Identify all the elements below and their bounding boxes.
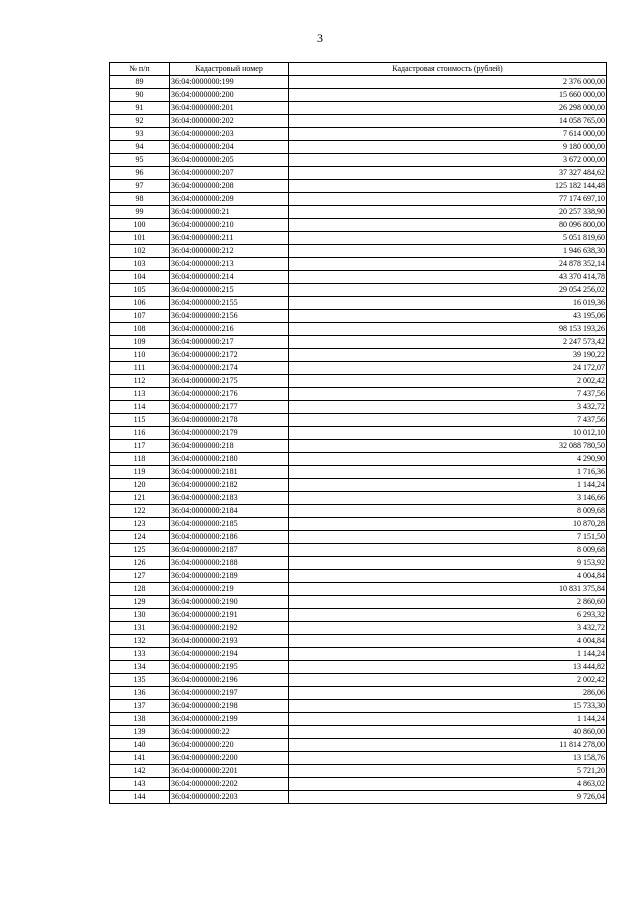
table-row	[110, 570, 607, 583]
table-row	[110, 323, 607, 336]
table-row	[110, 635, 607, 648]
row-number: 142	[110, 765, 170, 778]
table-row	[110, 89, 607, 102]
row-number: 103	[110, 258, 170, 271]
cadastral-number: 36:04:0000000:2172	[170, 349, 289, 362]
row-number: 140	[110, 739, 170, 752]
header-row	[110, 63, 607, 76]
cadastral-value: 9 180 000,00	[289, 141, 607, 154]
table-row	[110, 492, 607, 505]
row-number: 121	[110, 492, 170, 505]
row-number: 107	[110, 310, 170, 323]
cadastral-number: 36:04:0000000:2177	[170, 401, 289, 414]
table-row	[110, 622, 607, 635]
cadastral-number: 36:04:0000000:2198	[170, 700, 289, 713]
table-row	[110, 115, 607, 128]
row-number: 111	[110, 362, 170, 375]
row-number: 130	[110, 609, 170, 622]
table-row	[110, 518, 607, 531]
table-row	[110, 687, 607, 700]
table-row	[110, 778, 607, 791]
cadastral-value: 11 814 278,00	[289, 739, 607, 752]
cadastral-number: 36:04:0000000:210	[170, 219, 289, 232]
table-row	[110, 557, 607, 570]
cadastral-number: 36:04:0000000:2156	[170, 310, 289, 323]
table-row	[110, 284, 607, 297]
cadastral-value: 2 860,60	[289, 596, 607, 609]
cadastral-value: 39 190,22	[289, 349, 607, 362]
row-number: 98	[110, 193, 170, 206]
table-row	[110, 726, 607, 739]
cadastral-number: 36:04:0000000:216	[170, 323, 289, 336]
row-number: 141	[110, 752, 170, 765]
cadastral-value: 26 298 000,00	[289, 102, 607, 115]
cadastral-number: 36:04:0000000:22	[170, 726, 289, 739]
cadastral-number: 36:04:0000000:2203	[170, 791, 289, 804]
table-row	[110, 739, 607, 752]
row-number: 114	[110, 401, 170, 414]
table-row	[110, 505, 607, 518]
row-number: 119	[110, 466, 170, 479]
table-row	[110, 609, 607, 622]
cadastral-value: 4 004,84	[289, 570, 607, 583]
table-row	[110, 180, 607, 193]
cadastral-value: 7 437,56	[289, 388, 607, 401]
cadastral-number: 36:04:0000000:2180	[170, 453, 289, 466]
row-number: 106	[110, 297, 170, 310]
cadastral-value: 10 831 375,84	[289, 583, 607, 596]
table-row	[110, 258, 607, 271]
cadastral-value: 3 672 000,00	[289, 154, 607, 167]
cadastral-value: 98 153 193,26	[289, 323, 607, 336]
cadastral-number: 36:04:0000000:2187	[170, 544, 289, 557]
cadastral-value: 37 327 484,62	[289, 167, 607, 180]
row-number: 102	[110, 245, 170, 258]
row-number: 136	[110, 687, 170, 700]
table-row	[110, 466, 607, 479]
cadastral-number: 36:04:0000000:2182	[170, 479, 289, 492]
cadastral-value: 20 257 338,90	[289, 206, 607, 219]
table-row	[110, 791, 607, 804]
row-number: 123	[110, 518, 170, 531]
row-number: 109	[110, 336, 170, 349]
table-header	[110, 63, 607, 76]
cadastral-value: 32 088 780,50	[289, 440, 607, 453]
table-row	[110, 531, 607, 544]
table-row	[110, 674, 607, 687]
row-number: 115	[110, 414, 170, 427]
table-row	[110, 453, 607, 466]
cadastral-value: 4 863,02	[289, 778, 607, 791]
table-row	[110, 271, 607, 284]
cadastral-number: 36:04:0000000:2186	[170, 531, 289, 544]
cadastral-value: 24 172,07	[289, 362, 607, 375]
cadastral-value: 3 432,72	[289, 622, 607, 635]
cadastral-number: 36:04:0000000:2195	[170, 661, 289, 674]
row-number: 92	[110, 115, 170, 128]
row-number: 95	[110, 154, 170, 167]
row-number: 97	[110, 180, 170, 193]
row-number: 143	[110, 778, 170, 791]
cadastral-value: 2 002,42	[289, 375, 607, 388]
table-row	[110, 310, 607, 323]
row-number: 133	[110, 648, 170, 661]
cadastral-number: 36:04:0000000:2176	[170, 388, 289, 401]
table-row	[110, 167, 607, 180]
table-row	[110, 479, 607, 492]
table-row	[110, 700, 607, 713]
row-number: 125	[110, 544, 170, 557]
table-row	[110, 219, 607, 232]
row-number: 91	[110, 102, 170, 115]
cadastral-number: 36:04:0000000:2197	[170, 687, 289, 700]
cadastral-number: 36:04:0000000:214	[170, 271, 289, 284]
table-row	[110, 76, 607, 89]
cadastral-number: 36:04:0000000:2200	[170, 752, 289, 765]
cadastral-value: 3 432,72	[289, 401, 607, 414]
cadastral-value: 15 660 000,00	[289, 89, 607, 102]
cadastral-value: 8 009,68	[289, 544, 607, 557]
table-row	[110, 193, 607, 206]
cadastral-number: 36:04:0000000:2181	[170, 466, 289, 479]
row-number: 122	[110, 505, 170, 518]
cadastral-number: 36:04:0000000:2183	[170, 492, 289, 505]
cadastral-value: 8 009,68	[289, 505, 607, 518]
cadastral-number: 36:04:0000000:2201	[170, 765, 289, 778]
table-row	[110, 583, 607, 596]
cadastral-number: 36:04:0000000:201	[170, 102, 289, 115]
cadastral-number: 36:04:0000000:203	[170, 128, 289, 141]
row-number: 112	[110, 375, 170, 388]
row-number: 100	[110, 219, 170, 232]
header-cadastral-value: Кадастровая стоимость (рублей)	[289, 63, 607, 76]
cadastral-value: 40 860,00	[289, 726, 607, 739]
table-row	[110, 362, 607, 375]
row-number: 108	[110, 323, 170, 336]
table-row	[110, 414, 607, 427]
row-number: 135	[110, 674, 170, 687]
cadastral-number: 36:04:0000000:2178	[170, 414, 289, 427]
table-body	[110, 76, 607, 804]
table-row	[110, 752, 607, 765]
cadastral-value: 15 733,30	[289, 700, 607, 713]
cadastral-value: 24 878 352,14	[289, 258, 607, 271]
cadastral-number: 36:04:0000000:220	[170, 739, 289, 752]
cadastral-number: 36:04:0000000:212	[170, 245, 289, 258]
cadastral-number: 36:04:0000000:202	[170, 115, 289, 128]
table-row	[110, 648, 607, 661]
cadastral-value: 43 195,06	[289, 310, 607, 323]
cadastral-value: 9 726,04	[289, 791, 607, 804]
cadastral-number: 36:04:0000000:2155	[170, 297, 289, 310]
cadastral-value: 1 144,24	[289, 713, 607, 726]
header-cadastral-number: Кадастровый номер	[170, 63, 289, 76]
cadastral-number: 36:04:0000000:2175	[170, 375, 289, 388]
row-number: 129	[110, 596, 170, 609]
cadastral-value: 6 293,32	[289, 609, 607, 622]
table-row	[110, 596, 607, 609]
row-number: 94	[110, 141, 170, 154]
row-number: 138	[110, 713, 170, 726]
row-number: 99	[110, 206, 170, 219]
cadastral-number: 36:04:0000000:2188	[170, 557, 289, 570]
cadastral-value: 5 721,20	[289, 765, 607, 778]
cadastral-number: 36:04:0000000:200	[170, 89, 289, 102]
cadastral-number: 36:04:0000000:213	[170, 258, 289, 271]
row-number: 110	[110, 349, 170, 362]
cadastral-number: 36:04:0000000:21	[170, 206, 289, 219]
cadastral-number: 36:04:0000000:2185	[170, 518, 289, 531]
cadastral-number: 36:04:0000000:199	[170, 76, 289, 89]
cadastral-value: 14 058 765,00	[289, 115, 607, 128]
cadastral-value: 1 946 638,30	[289, 245, 607, 258]
cadastral-number: 36:04:0000000:2179	[170, 427, 289, 440]
table-row	[110, 232, 607, 245]
cadastral-value: 80 096 800,00	[289, 219, 607, 232]
cadastral-value: 2 247 573,42	[289, 336, 607, 349]
table-row	[110, 375, 607, 388]
cadastral-value: 125 182 144,48	[289, 180, 607, 193]
table-row	[110, 336, 607, 349]
cadastral-value: 3 146,66	[289, 492, 607, 505]
table-row	[110, 661, 607, 674]
row-number: 139	[110, 726, 170, 739]
cadastral-number: 36:04:0000000:2194	[170, 648, 289, 661]
cadastral-value: 1 144,24	[289, 648, 607, 661]
cadastral-number: 36:04:0000000:204	[170, 141, 289, 154]
cadastral-number: 36:04:0000000:219	[170, 583, 289, 596]
cadastral-value: 43 370 414,78	[289, 271, 607, 284]
page-number: 3	[317, 31, 323, 45]
table-row	[110, 206, 607, 219]
row-number: 144	[110, 791, 170, 804]
cadastral-value: 7 437,56	[289, 414, 607, 427]
row-number: 93	[110, 128, 170, 141]
cadastral-value: 7 614 000,00	[289, 128, 607, 141]
row-number: 90	[110, 89, 170, 102]
row-number: 116	[110, 427, 170, 440]
row-number: 126	[110, 557, 170, 570]
table-row	[110, 128, 607, 141]
header-number: № п/п	[110, 63, 170, 76]
cadastral-value: 16 019,36	[289, 297, 607, 310]
table-row	[110, 154, 607, 167]
row-number: 96	[110, 167, 170, 180]
cadastral-value: 2 002,42	[289, 674, 607, 687]
row-number: 105	[110, 284, 170, 297]
row-number: 120	[110, 479, 170, 492]
cadastral-number: 36:04:0000000:2196	[170, 674, 289, 687]
row-number: 118	[110, 453, 170, 466]
cadastral-number: 36:04:0000000:218	[170, 440, 289, 453]
table-row	[110, 297, 607, 310]
cadastral-value: 1 144,24	[289, 479, 607, 492]
cadastral-value: 4 290,90	[289, 453, 607, 466]
row-number: 134	[110, 661, 170, 674]
cadastral-value: 4 004,84	[289, 635, 607, 648]
row-number: 89	[110, 76, 170, 89]
cadastral-number: 36:04:0000000:2199	[170, 713, 289, 726]
cadastral-number: 36:04:0000000:208	[170, 180, 289, 193]
cadastral-number: 36:04:0000000:2189	[170, 570, 289, 583]
cadastral-number: 36:04:0000000:205	[170, 154, 289, 167]
cadastral-number: 36:04:0000000:2191	[170, 609, 289, 622]
cadastral-value: 29 054 256,02	[289, 284, 607, 297]
row-number: 131	[110, 622, 170, 635]
table-row	[110, 388, 607, 401]
table-row	[110, 765, 607, 778]
cadastral-value: 2 376 000,00	[289, 76, 607, 89]
row-number: 128	[110, 583, 170, 596]
table-row	[110, 427, 607, 440]
table-row	[110, 440, 607, 453]
cadastral-value: 1 716,36	[289, 466, 607, 479]
cadastral-number: 36:04:0000000:217	[170, 336, 289, 349]
table-row	[110, 544, 607, 557]
table-row	[110, 245, 607, 258]
table-row	[110, 401, 607, 414]
cadastral-number: 36:04:0000000:207	[170, 167, 289, 180]
cadastral-value: 13 444,82	[289, 661, 607, 674]
table-row	[110, 349, 607, 362]
cadastral-value: 9 153,92	[289, 557, 607, 570]
cadastral-number: 36:04:0000000:2190	[170, 596, 289, 609]
table-row	[110, 141, 607, 154]
cadastral-value: 77 174 697,10	[289, 193, 607, 206]
row-number: 101	[110, 232, 170, 245]
cadastral-value: 10 870,28	[289, 518, 607, 531]
cadastral-number: 36:04:0000000:2202	[170, 778, 289, 791]
cadastral-value: 10 012,10	[289, 427, 607, 440]
row-number: 117	[110, 440, 170, 453]
cadastral-table	[109, 62, 607, 804]
cadastral-number: 36:04:0000000:2192	[170, 622, 289, 635]
row-number: 132	[110, 635, 170, 648]
cadastral-value: 13 158,76	[289, 752, 607, 765]
cadastral-number: 36:04:0000000:211	[170, 232, 289, 245]
cadastral-value: 286,06	[289, 687, 607, 700]
cadastral-value: 7 151,50	[289, 531, 607, 544]
table-row	[110, 102, 607, 115]
cadastral-number: 36:04:0000000:209	[170, 193, 289, 206]
row-number: 127	[110, 570, 170, 583]
cadastral-number: 36:04:0000000:215	[170, 284, 289, 297]
cadastral-value: 5 051 819,60	[289, 232, 607, 245]
cadastral-number: 36:04:0000000:2193	[170, 635, 289, 648]
row-number: 124	[110, 531, 170, 544]
row-number: 113	[110, 388, 170, 401]
row-number: 137	[110, 700, 170, 713]
table-row	[110, 713, 607, 726]
cadastral-number: 36:04:0000000:2174	[170, 362, 289, 375]
row-number: 104	[110, 271, 170, 284]
cadastral-number: 36:04:0000000:2184	[170, 505, 289, 518]
